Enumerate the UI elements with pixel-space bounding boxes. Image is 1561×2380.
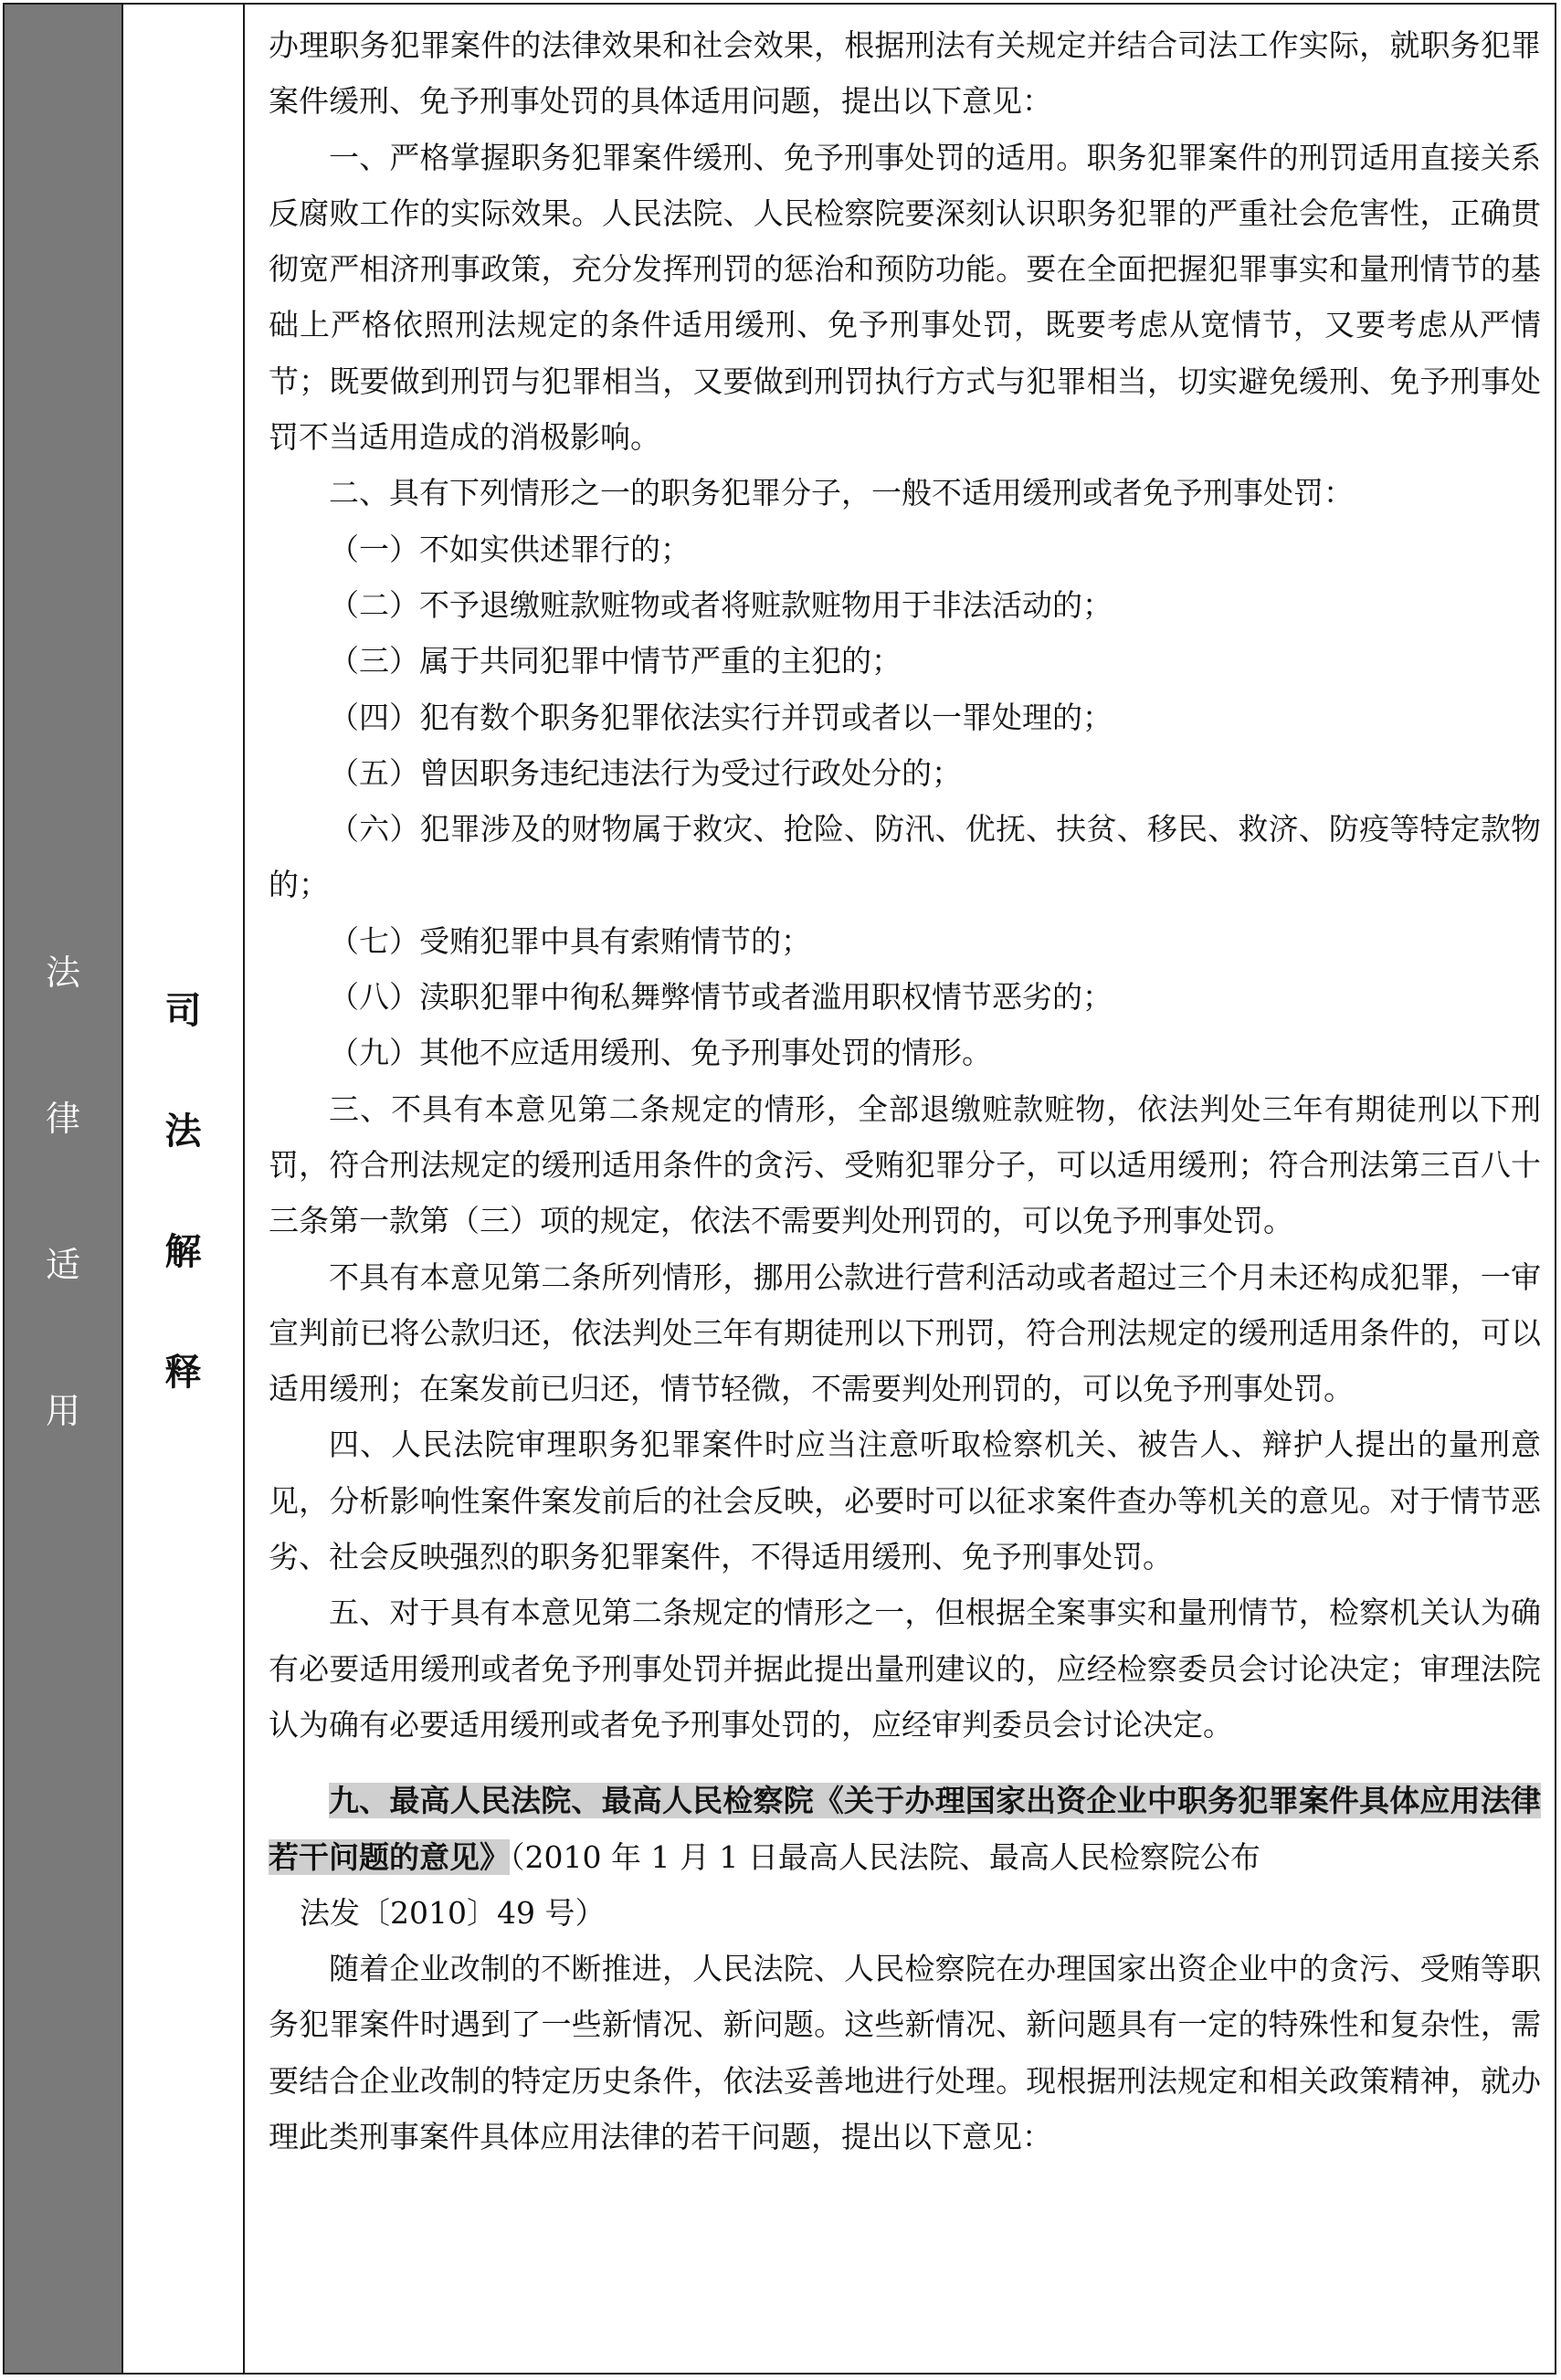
- list-item: （八）渎职犯罪中徇私舞弊情节或者滥用职权情节恶劣的；: [329, 979, 1113, 1016]
- paragraph-5: 五、对于具有本意见第二条规定的情形之一，但根据全案事实和量刑情节，检察机关认为确有必要适用缓刑或者免予刑事处罚并据此提出量刑建议的，应经检察委员会讨论决定；审理法院认为确有必要适用缓刑或者免予刑事处罚的，应经审判委员会讨论决定。: [269, 1595, 1541, 1743]
- type-char: 解: [164, 1231, 202, 1273]
- paragraph-3: 三、不具有本意见第二条规定的情形，全部退缴赃款赃物，依法判处三年有期徒刑以下刑罚，符合刑法规定的缓刑适用条件的贪污、受贿犯罪分子，可以适用缓刑；符合刑法第三百八十三条第一款第（三）项的规定，依法不需要判处刑罚的，可以免予刑事处罚。: [269, 1090, 1541, 1239]
- section-heading: [269, 1773, 1541, 1885]
- type-column: [123, 5, 245, 2373]
- section-source: （2010 年 1 月 1 日最高人民法院、最高人民检察院公布: [510, 1838, 1260, 1875]
- paragraph-4: 四、人民法院审理职务犯罪案件时应当注意听取检察机关、被告人、辩护人提出的量刑意见，分析影响性案件案发前后的社会反映，必要时可以征求案件查办等机关的意见。对于情节恶劣、社会反映强烈的职务犯罪案件，不得适用缓刑、免予刑事处罚。: [269, 1427, 1541, 1575]
- section-doc-number: 法发〔2010〕49 号）: [300, 1894, 606, 1931]
- category-char: 法: [45, 953, 80, 993]
- type-label: [123, 984, 243, 1466]
- paragraph-1: 一、严格掌握职务犯罪案件缓刑、免予刑事处罚的适用。职务犯罪案件的刑罚适用直接关系反腐败工作的实际效果。人民法院、人民检察院要深刻认识职务犯罪的严重社会危害性，正确贯彻宽严相济刑事政策，充分发挥刑罚的惩治和预防功能。要在全面把握犯罪事实和量刑情节的基础上严格依照刑法规定的条件适用缓刑、免予刑事处罚，既要考虑从宽情节，又要考虑从严情节；既要做到刑罚与犯罪相当，又要做到刑罚执行方式与犯罪相当，切实避免缓刑、免予刑事处罚不当适用造成的消极影响。: [269, 139, 1541, 456]
- type-char: 释: [164, 1352, 202, 1394]
- category-label: [5, 941, 121, 1525]
- paragraph-2: 二、具有下列情形之一的职务犯罪分子，一般不适用缓刑或者免予刑事处罚：: [329, 475, 1354, 511]
- list-item: （四）犯有数个职务犯罪依法实行并罚或者以一罪处理的；: [329, 699, 1113, 735]
- intro-paragraph: 办理职务犯罪案件的法律效果和社会效果，根据刑法有关规定并结合司法工作实际，就职务犯罪案件缓刑、免予刑事处罚的具体适用问题，提出以下意见：: [269, 27, 1541, 120]
- list-item: （五）曾因职务违纪违法行为受过行政处分的；: [329, 754, 962, 791]
- content-column: [269, 17, 1541, 2164]
- category-char: 律: [45, 1099, 80, 1139]
- paragraph-3b: 不具有本意见第二条所列情形，挪用公款进行营利活动或者超过三个月未还构成犯罪，一审宣判前已将公款归还，依法判处三年有期徒刑以下刑罚，符合刑法规定的缓刑适用条件的，可以适用缓刑；在案发前已归还，情节轻微，不需要判处刑罚的，可以免予刑事处罚。: [269, 1258, 1541, 1407]
- category-column: [5, 5, 123, 2373]
- list-item: （六）犯罪涉及的财物属于救灾、抢险、防汛、优抚、扶贫、移民、救济、防疫等特定款物的；: [269, 811, 1541, 903]
- section-title: 九、最高人民法院、最高人民检察院《关于办理国家出资企业中职务犯罪案件具体应用法律若干问题的意见》: [269, 1783, 1541, 1875]
- list-item: （三）属于共同犯罪中情节严重的主犯的；: [329, 643, 902, 679]
- category-char: 适: [45, 1245, 80, 1285]
- list-item: （二）不予退缴赃款赃物或者将赃款赃物用于非法活动的；: [329, 586, 1113, 623]
- document-table: [3, 3, 1556, 2375]
- type-char: 司: [164, 990, 202, 1032]
- category-char: 用: [45, 1391, 80, 1431]
- paragraph-9: 随着企业改制的不断推进，人民法院、人民检察院在办理国家出资企业中的贪污、受贿等职务犯罪案件时遇到了一些新情况、新问题。这些新情况、新问题具有一定的特殊性和复杂性，需要结合企业改制的特定历史条件，依法妥善地进行处理。现根据刑法规定和相关政策精神，就办理此类刑事案件具体应用法律的若干问题，提出以下意见：: [269, 1951, 1541, 2154]
- list-item: （一）不如实供述罪行的；: [329, 531, 691, 567]
- list-item: （九）其他不应适用缓刑、免予刑事处罚的情形。: [329, 1035, 992, 1071]
- list-item: （七）受贿犯罪中具有索贿情节的；: [329, 922, 811, 959]
- type-char: 法: [164, 1111, 202, 1153]
